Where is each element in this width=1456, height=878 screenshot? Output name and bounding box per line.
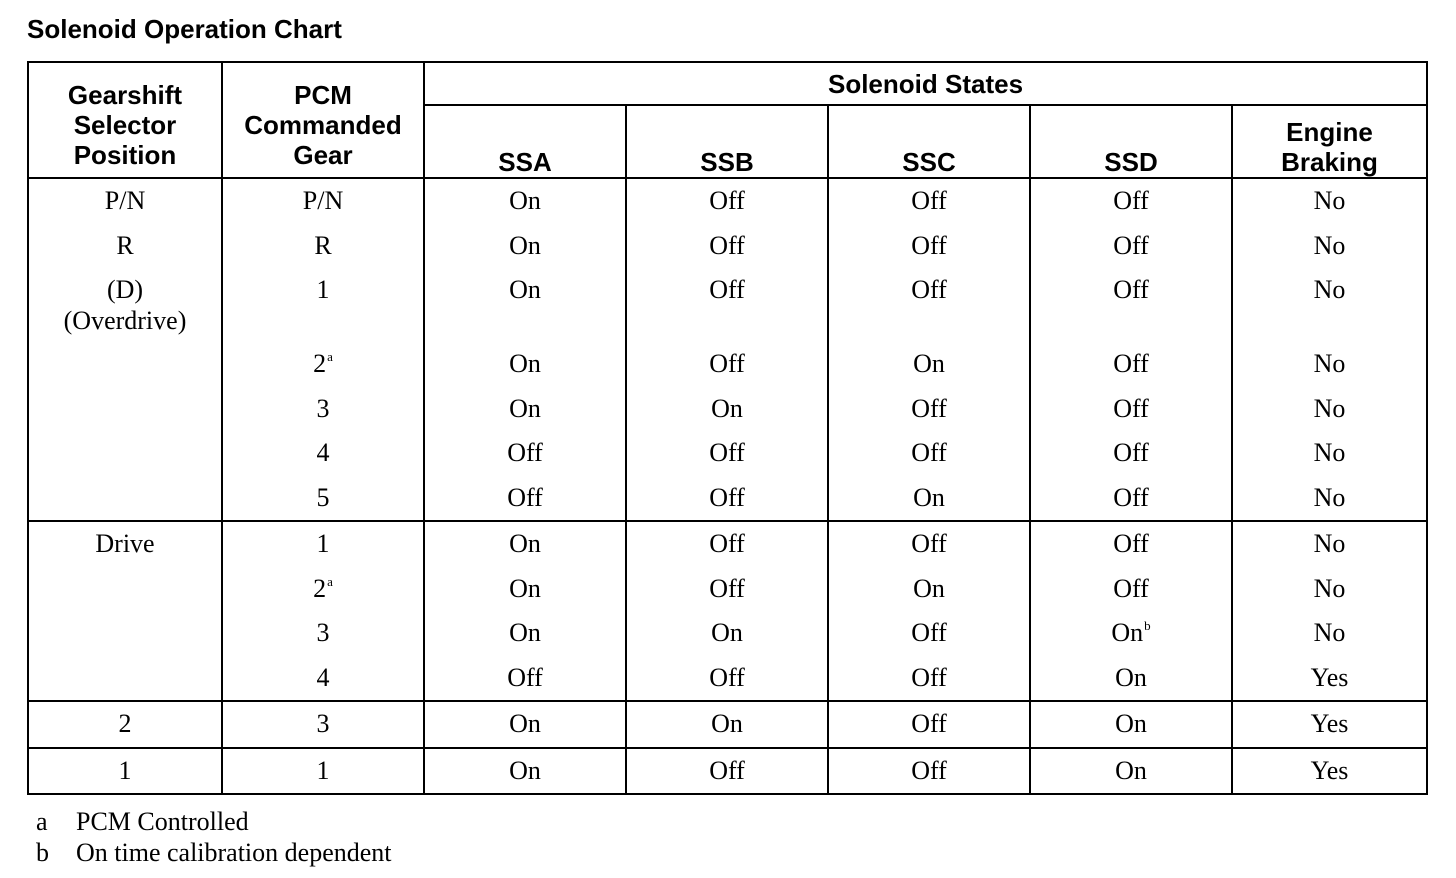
table-row	[28, 224, 1427, 269]
cell-engine-braking: No	[1232, 387, 1427, 432]
header-ssb: SSB	[626, 105, 828, 178]
cell-selector-position	[28, 476, 222, 522]
cell-commanded-gear: 5	[222, 476, 424, 522]
cell-commanded-gear: R	[222, 224, 424, 269]
cell-ssc: Off	[828, 748, 1030, 795]
cell-ssc: Off	[828, 701, 1030, 748]
header-solenoid-states: Solenoid States	[424, 62, 1427, 105]
table-row	[28, 268, 1427, 342]
cell-ssb: Off	[626, 567, 828, 612]
cell-engine-braking: Yes	[1232, 701, 1427, 748]
cell-ssb: Off	[626, 748, 828, 795]
cell-ssc: On	[828, 567, 1030, 612]
cell-ssa: On	[424, 178, 626, 224]
cell-selector-position: (D) (Overdrive)	[28, 268, 222, 342]
footnote-ref: b	[1144, 618, 1151, 633]
cell-ssa: Off	[424, 476, 626, 522]
cell-selector-position: R	[28, 224, 222, 269]
solenoid-operation-table	[27, 61, 1428, 795]
table-row	[28, 521, 1427, 567]
footnote-b	[36, 837, 392, 868]
table-row	[28, 748, 1427, 795]
cell-selector-position: 2	[28, 701, 222, 748]
cell-ssd: On	[1030, 656, 1232, 702]
cell-engine-braking: Yes	[1232, 748, 1427, 795]
cell-selector-position	[28, 431, 222, 476]
cell-ssb: Off	[626, 656, 828, 702]
cell-commanded-gear: 4	[222, 431, 424, 476]
footnote-text: On time calibration dependent	[76, 838, 392, 867]
cell-engine-braking: No	[1232, 521, 1427, 567]
cell-ssa: On	[424, 567, 626, 612]
cell-commanded-gear: 2$^a$	[222, 342, 424, 387]
cell-commanded-gear: 4	[222, 656, 424, 702]
table-body	[28, 178, 1427, 794]
cell-selector-position	[28, 342, 222, 387]
cell-ssd: Off	[1030, 521, 1232, 567]
header-ssa: SSA	[424, 105, 626, 178]
cell-engine-braking: No	[1232, 342, 1427, 387]
header-gearshift-selector-position: Gearshift Selector Position	[28, 62, 222, 178]
cell-ssd: Off	[1030, 224, 1232, 269]
cell-commanded-gear: 1	[222, 748, 424, 795]
cell-ssb: Off	[626, 431, 828, 476]
cell-ssa: Off	[424, 431, 626, 476]
header-ssc: SSC	[828, 105, 1030, 178]
footnote-ref: a	[327, 349, 333, 364]
cell-engine-braking: No	[1232, 224, 1427, 269]
cell-ssc: On	[828, 476, 1030, 522]
table-row	[28, 567, 1427, 612]
cell-selector-position	[28, 611, 222, 656]
footnote-text: PCM Controlled	[76, 807, 249, 836]
cell-ssa: On	[424, 342, 626, 387]
cell-engine-braking: No	[1232, 431, 1427, 476]
cell-ssc: Off	[828, 178, 1030, 224]
cell-selector-position	[28, 656, 222, 702]
header-ssd: SSD	[1030, 105, 1232, 178]
table-row	[28, 342, 1427, 387]
cell-selector-position	[28, 567, 222, 612]
cell-ssd: Off	[1030, 387, 1232, 432]
cell-ssb: Off	[626, 178, 828, 224]
cell-ssc: Off	[828, 656, 1030, 702]
cell-commanded-gear: 3	[222, 701, 424, 748]
header-engine-braking: Engine Braking	[1232, 105, 1427, 178]
cell-ssc: Off	[828, 431, 1030, 476]
cell-selector-position: P/N	[28, 178, 222, 224]
cell-ssa: On	[424, 521, 626, 567]
cell-commanded-gear: 3	[222, 611, 424, 656]
table-row	[28, 178, 1427, 224]
cell-engine-braking: No	[1232, 268, 1427, 342]
cell-ssb: On	[626, 611, 828, 656]
cell-engine-braking: No	[1232, 611, 1427, 656]
header-pcm-commanded-gear: PCM Commanded Gear	[222, 62, 424, 178]
cell-engine-braking: No	[1232, 178, 1427, 224]
cell-ssc: Off	[828, 521, 1030, 567]
chart-title: Solenoid Operation Chart	[27, 14, 342, 44]
cell-commanded-gear: 2$^a$	[222, 567, 424, 612]
cell-ssb: Off	[626, 268, 828, 342]
cell-ssa: On	[424, 701, 626, 748]
footnote-mark: b	[36, 838, 49, 867]
cell-commanded-gear: 1	[222, 521, 424, 567]
table-row	[28, 611, 1427, 656]
cell-commanded-gear: P/N	[222, 178, 424, 224]
cell-ssd: Off	[1030, 178, 1232, 224]
cell-ssa: On	[424, 268, 626, 342]
footnotes	[36, 806, 392, 868]
cell-ssa: On	[424, 748, 626, 795]
cell-ssd: On	[1030, 748, 1232, 795]
table-row	[28, 656, 1427, 702]
cell-engine-braking: No	[1232, 476, 1427, 522]
cell-ssa: On	[424, 387, 626, 432]
footnote-a	[36, 806, 392, 837]
cell-ssb: Off	[626, 224, 828, 269]
cell-ssd: Off	[1030, 342, 1232, 387]
footnote-ref: a	[327, 573, 333, 589]
cell-ssd: On$^b$	[1030, 611, 1232, 656]
cell-ssc: Off	[828, 268, 1030, 342]
cell-ssc: Off	[828, 224, 1030, 269]
cell-ssa: Off	[424, 656, 626, 702]
cell-engine-braking: No	[1232, 567, 1427, 612]
cell-ssa: On	[424, 224, 626, 269]
cell-ssd: Off	[1030, 567, 1232, 612]
table-row	[28, 431, 1427, 476]
cell-engine-braking: Yes	[1232, 656, 1427, 702]
cell-ssd: Off	[1030, 431, 1232, 476]
cell-ssd: Off	[1030, 476, 1232, 522]
cell-ssa: On	[424, 611, 626, 656]
cell-ssc: On	[828, 342, 1030, 387]
cell-ssb: Off	[626, 342, 828, 387]
table-row	[28, 701, 1427, 748]
cell-commanded-gear: 3	[222, 387, 424, 432]
cell-selector-position: 1	[28, 748, 222, 795]
cell-ssb: On	[626, 701, 828, 748]
table-row	[28, 476, 1427, 522]
cell-commanded-gear: 1	[222, 268, 424, 342]
cell-ssc: Off	[828, 387, 1030, 432]
cell-selector-position: Drive	[28, 521, 222, 567]
cell-ssc: Off	[828, 611, 1030, 656]
cell-selector-position	[28, 387, 222, 432]
cell-ssd: On	[1030, 701, 1232, 748]
cell-ssd: Off	[1030, 268, 1232, 342]
footnote-mark: a	[36, 807, 48, 836]
table-row	[28, 387, 1427, 432]
cell-ssb: Off	[626, 521, 828, 567]
cell-ssb: Off	[626, 476, 828, 522]
cell-ssb: On	[626, 387, 828, 432]
